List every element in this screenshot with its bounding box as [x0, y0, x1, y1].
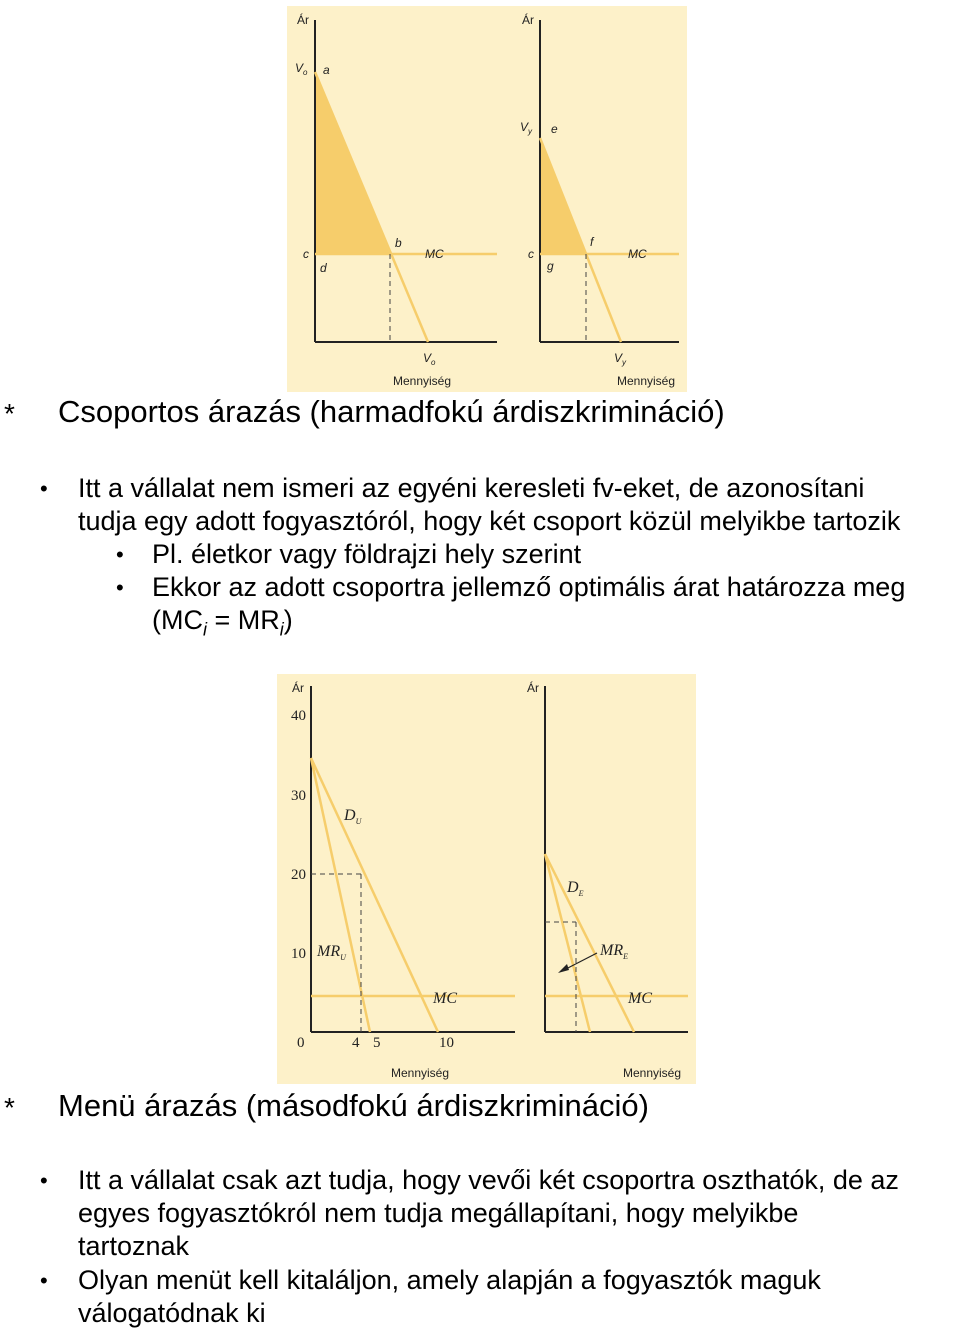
- section2-bullet1: [40, 1164, 899, 1263]
- point-f-label: f: [590, 235, 594, 249]
- y-tick-20: 20: [291, 867, 306, 883]
- section2-bullet1-line3: tartoznak: [78, 1231, 190, 1261]
- point-a-label: a: [323, 63, 330, 77]
- y-tick-40: 40: [291, 708, 306, 724]
- axis-y-label-left2: Ár: [292, 681, 304, 695]
- v-label-left: $V_o$: [295, 61, 308, 77]
- axis-y-label-right: Ár: [522, 13, 534, 27]
- axis-y-label-left: Ár: [297, 13, 309, 27]
- du-label: $D_U$: [344, 807, 362, 826]
- mc-label-right: MC: [628, 247, 647, 261]
- section1-sub-bullet1: [116, 538, 582, 571]
- section1-bullet1: [40, 472, 901, 538]
- section2-heading: Menü árazás (másodfokú árdiszkrimináció): [58, 1088, 649, 1123]
- section1-bullet1-line2: tudja egy adott fogyasztóról, hogy két csoport közül melyikbe tartozik: [78, 506, 901, 536]
- mc-label-left2: MC: [433, 990, 457, 1007]
- section2-star: *: [4, 1092, 15, 1123]
- point-d-label: d: [320, 261, 327, 275]
- section2-bullet2: [40, 1264, 821, 1330]
- mc-label-left: MC: [425, 247, 444, 261]
- bullet-dot: •: [40, 1268, 48, 1293]
- section1-sub-bullet2: [116, 571, 906, 646]
- section1-sub-bullet2-formula: $(MC_i = MR_i)$: [152, 605, 293, 640]
- figure-first-degree: [287, 6, 687, 392]
- section2-bullet2-line1: Olyan menüt kell kitaláljon, amely alapján a fogyasztók maguk: [78, 1265, 821, 1295]
- figure-third-degree: [277, 674, 696, 1084]
- section2-bullet2-line2: válogatódnak ki: [78, 1298, 266, 1328]
- mr-u-label: $MR_U$: [317, 943, 346, 962]
- vx-label-right: $V_y$: [614, 351, 627, 367]
- bullet-dot: •: [116, 575, 124, 600]
- figure-first-degree-svg: [287, 6, 687, 392]
- mr-e-arrow-head: [558, 964, 569, 973]
- demand-du-line: [311, 758, 438, 1032]
- axis-x-label-left2: Mennyiség: [391, 1066, 450, 1080]
- axis-x-label-right: Mennyiség: [617, 374, 676, 388]
- section1-star: *: [4, 398, 15, 429]
- point-e-label: e: [551, 122, 558, 136]
- y-tick-30: 30: [291, 788, 306, 804]
- x-tick-4: 4: [352, 1035, 360, 1051]
- section2-bullet1-line1: Itt a vállalat csak azt tudja, hogy vevői két csoportra oszthatók, de az: [78, 1165, 899, 1195]
- c-label-left: c: [303, 247, 309, 261]
- v-label-right: $V_y$: [520, 120, 533, 136]
- section1-sub-bullet2-line1: Ekkor az adott csoportra jellemző optimális árat határozza meg: [152, 572, 906, 602]
- de-label: $D_E$: [567, 879, 584, 898]
- section1-sub-bullet1-text: Pl. életkor vagy földrajzi hely szerint: [152, 539, 582, 569]
- bullet-dot: •: [116, 542, 124, 567]
- y-tick-0: 0: [297, 1035, 305, 1051]
- x-tick-10: 10: [439, 1035, 454, 1051]
- axis-x-label-left: Mennyiség: [393, 374, 452, 388]
- point-g-label: g: [547, 259, 554, 273]
- section1-heading: Csoportos árazás (harmadfokú árdiszkrimináció): [58, 394, 725, 429]
- c-label-right: c: [528, 247, 534, 261]
- x-tick-5: 5: [373, 1035, 381, 1051]
- section2-bullet1-line2: egyes fogyasztókról nem tudja megállapítani, hogy melyikbe: [78, 1198, 799, 1228]
- mc-label-right2: MC: [628, 990, 652, 1007]
- axis-y-label-right2: Ár: [527, 681, 539, 695]
- bullet-dot: •: [40, 476, 48, 501]
- section1-bullet1-line1: Itt a vállalat nem ismeri az egyéni keresleti fv-eket, de azonosítani: [78, 473, 865, 503]
- mr-e-label: $MR_E$: [600, 942, 628, 961]
- vx-label-left: $V_o$: [423, 351, 436, 367]
- y-tick-10: 10: [291, 946, 306, 962]
- point-b-label: b: [395, 236, 402, 250]
- bullet-dot: •: [40, 1168, 48, 1193]
- figure-third-degree-svg: [277, 674, 696, 1084]
- axis-x-label-right2: Mennyiség: [623, 1066, 682, 1080]
